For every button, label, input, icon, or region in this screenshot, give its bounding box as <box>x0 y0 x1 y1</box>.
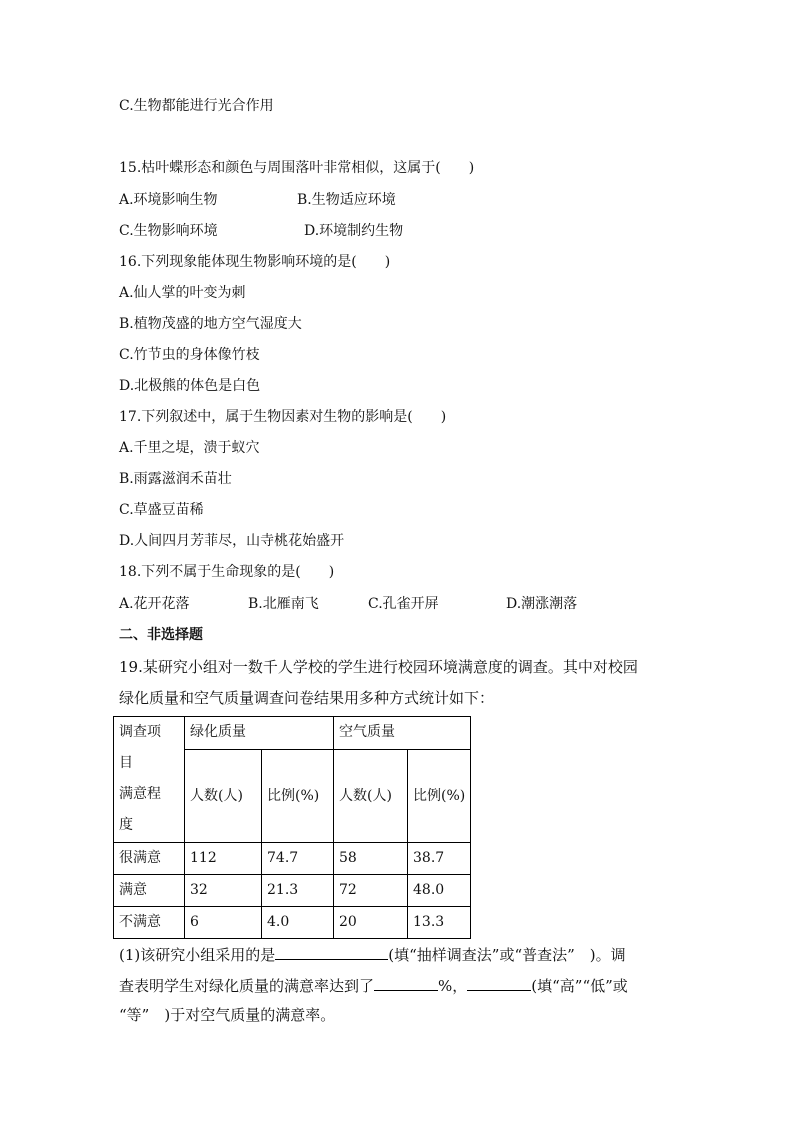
corner-line: 调查项 <box>119 724 161 740</box>
q18-option-d: D.潮涨潮落 <box>506 596 578 612</box>
fill-text: 查表明学生对绿化质量的满意率达到了 <box>119 977 375 995</box>
option-c-prev-question: C.生物都能进行光合作用 <box>119 98 274 114</box>
col-header-count: 人数(人) <box>334 750 408 843</box>
q16-option-d: D.北极熊的体色是白色 <box>119 378 261 394</box>
q18-option-c: C.孔雀开屏 <box>368 596 439 612</box>
question-15: 15.枯叶蝶形态和颜色与周围落叶非常相似，这属于( ) <box>119 160 475 176</box>
q15-option-c: C.生物影响环境 <box>119 223 218 239</box>
q16-option-a: A.仙人掌的叶变为刺 <box>119 285 246 301</box>
table-row <box>114 907 471 939</box>
cell-value: 74.7 <box>262 843 334 875</box>
q17-option-c: C.草盛豆苗稀 <box>119 502 204 518</box>
q16-option-c: C.竹节虫的身体像竹枝 <box>119 347 260 363</box>
q19-part1-line-1 <box>119 943 626 965</box>
row-label: 不满意 <box>114 907 185 939</box>
survey-table <box>113 716 471 939</box>
q19-part1-line-2 <box>119 974 628 996</box>
question-16: 16.下列现象能体现生物影响环境的是( ) <box>119 254 391 270</box>
question-17: 17.下列叙述中，属于生物因素对生物的影响是( ) <box>119 409 447 425</box>
corner-line: 满意程 <box>119 786 161 802</box>
table-row <box>114 875 471 907</box>
q18-option-a: A.花开花落 <box>119 596 190 612</box>
col-header-ratio: 比例(%) <box>262 750 334 843</box>
row-label: 很满意 <box>114 843 185 875</box>
question-19-line-1: 19.某研究小组对一数千人学校的学生进行校园环境满意度的调查。其中对校园 <box>119 658 638 676</box>
q17-option-b: B.雨露滋润禾苗壮 <box>119 471 232 487</box>
cell-value: 48.0 <box>408 875 471 907</box>
col-header-count: 人数(人) <box>185 750 262 843</box>
col-header-ratio: 比例(%) <box>408 750 471 843</box>
cell-value: 58 <box>334 843 408 875</box>
question-19-line-2: 绿化质量和空气质量调查问卷结果用多种方式统计如下： <box>119 689 495 707</box>
q16-option-b: B.植物茂盛的地方空气湿度大 <box>119 316 302 332</box>
fill-text: %， <box>438 977 468 995</box>
group-header-air: 空气质量 <box>334 717 471 750</box>
cell-value: 72 <box>334 875 408 907</box>
fill-text: (填“高”“低”或 <box>531 977 628 995</box>
cell-value: 112 <box>185 843 262 875</box>
q17-option-d: D.人间四月芳菲尽，山寺桃花始盛开 <box>119 533 345 549</box>
question-18: 18.下列不属于生命现象的是( ) <box>119 564 335 580</box>
q18-option-b: B.北雁南飞 <box>248 596 319 612</box>
answer-blank-method[interactable] <box>275 943 388 960</box>
q17-option-a: A.千里之堤，溃于蚁穴 <box>119 440 260 456</box>
corner-line: 目 <box>119 755 133 771</box>
row-label: 满意 <box>114 875 185 907</box>
answer-blank-rate[interactable] <box>374 974 438 991</box>
fill-text: (填“抽样调查法”或“普查法” )。调 <box>388 946 626 964</box>
cell-value: 4.0 <box>262 907 334 939</box>
cell-value: 20 <box>334 907 408 939</box>
cell-value: 13.3 <box>408 907 471 939</box>
cell-value: 38.7 <box>408 843 471 875</box>
table-corner-cell <box>114 717 185 843</box>
cell-value: 6 <box>185 907 262 939</box>
q15-option-a: A.环境影响生物 <box>119 192 218 208</box>
section-heading: 二、非选择题 <box>119 627 203 643</box>
cell-value: 21.3 <box>262 875 334 907</box>
cell-value: 32 <box>185 875 262 907</box>
table-header-row <box>114 717 471 750</box>
q15-option-d: D.环境制约生物 <box>304 223 404 239</box>
table-row <box>114 843 471 875</box>
q19-part1-line-3: “等” )于对空气质量的满意率。 <box>119 1006 336 1024</box>
group-header-greening: 绿化质量 <box>185 717 334 750</box>
answer-blank-compare[interactable] <box>467 974 531 991</box>
fill-text: (1)该研究小组采用的是 <box>119 946 276 964</box>
q15-option-b: B.生物适应环境 <box>297 192 396 208</box>
corner-line: 度 <box>119 817 133 833</box>
